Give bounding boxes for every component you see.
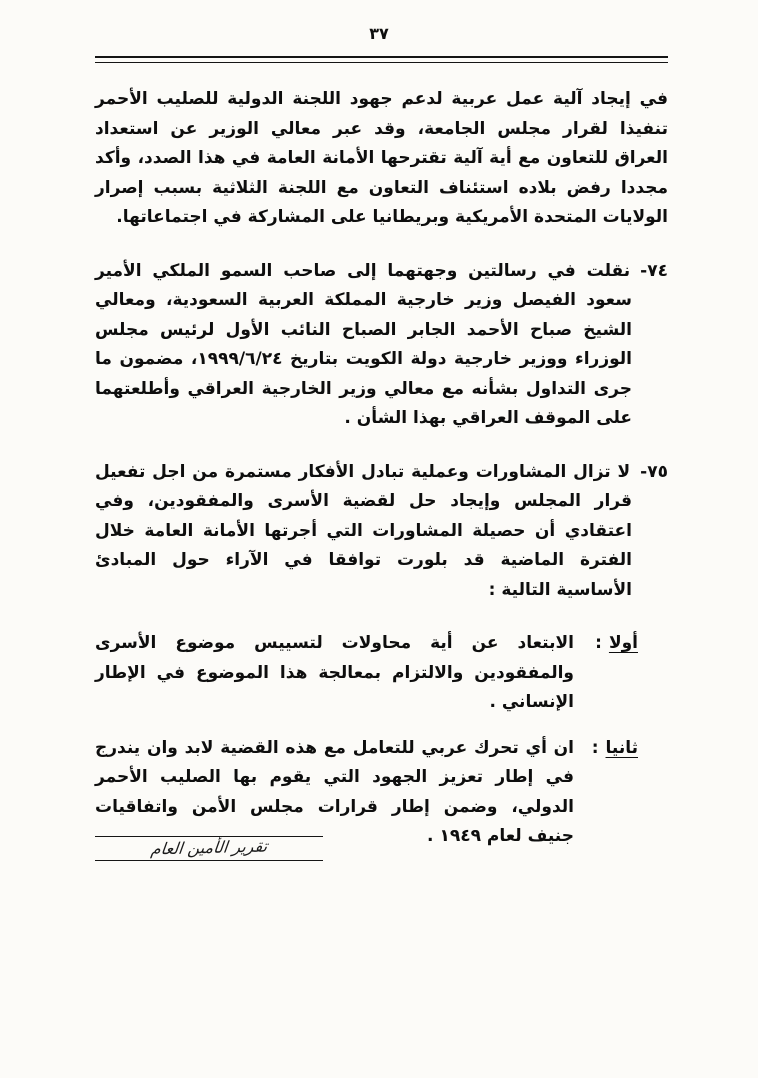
paragraph-74: [95, 257, 668, 434]
list-item-second-text: ان أي تحرك عربي للتعامل مع هذه القضية لابد وان يندرج في إطار تعزيز الجهود التي يقوم بها الصليب الأحمر الدولي، وضمن إطار قرارات مجلس الأمن واتفاقيات جنيف لعام ١٩٤٩ .: [95, 737, 574, 846]
list-item-first-label: [574, 629, 638, 718]
signature-block: [95, 836, 323, 861]
list-item-second-label: [574, 734, 638, 852]
principles-list: [95, 629, 668, 852]
list-item-second-separator: :: [591, 737, 599, 758]
page-number: ٣٧: [369, 24, 389, 43]
list-item-first-separator: :: [595, 633, 602, 653]
header-rule: [95, 56, 668, 63]
list-item-second: [95, 734, 638, 852]
list-item-first-text: الابتعاد عن أية محاولات لتسييس موضوع الأسرى والمفقودين والالتزام بمعالجة هذا الموضوع في الإطار الإنساني .: [95, 633, 574, 712]
paragraph-intro: في إيجاد آلية عمل عربية لدعم جهود اللجنة الدولية للصليب الأحمر تنفيذا لقرار مجلس الجامعة، وقد عبر معالي الوزير عن استعداد العراق للتعاون مع أية آلية تقترحها الأمانة العامة في هذا الصدد، وأكد مجددا رفض بلاده استئناف التعاون مع اللجنة الثلاثية بسبب إصرار الولايات المتحدة الأمريكية وبريطانيا على المشاركة في اجتماعاتها.: [95, 89, 668, 227]
paragraph-75-text: لا تزال المشاورات وعملية تبادل الأفكار مستمرة من اجل تفعيل قرار المجلس وإيجاد حل لقضية الأسرى والمفقودين، وفي اعتقادي أن حصيلة المشاورات التي أجرتها الأمانة العامة خلال الفترة الماضية قد بلورت توافقا في الآراء حول المبادئ الأساسية التالية :: [95, 461, 632, 600]
list-item-second-label-word: ثانيا: [605, 737, 638, 758]
list-item-first-label-word: أولا: [608, 633, 638, 653]
paragraph-75-number: ٧٥-: [640, 461, 668, 482]
page-content: [95, 85, 668, 852]
paragraph-74-text: نقلت في رسالتين وجهتهما إلى صاحب السمو الملكي الأمير سعود الفيصل وزير خارجية المملكة العربية السعودية، ومعالي الشيخ صباح الأحمد الجابر الصباح النائب الأول لرئيس مجلس الوزراء ووزير خارجية دولة الكويت بتاريخ ١٩٩٩/٦/٢٤، مضمون ما جرى التداول بشأنه مع معالي وزير الخارجية العراقي وأطلعتهما على الموقف العراقي بهذا الشأن .: [95, 260, 632, 428]
paragraph-74-number: ٧٤-: [640, 260, 668, 281]
list-item-first: [95, 629, 638, 718]
paragraph-75: [95, 458, 668, 606]
signature-text: تقرير الأمين العام: [149, 836, 269, 859]
